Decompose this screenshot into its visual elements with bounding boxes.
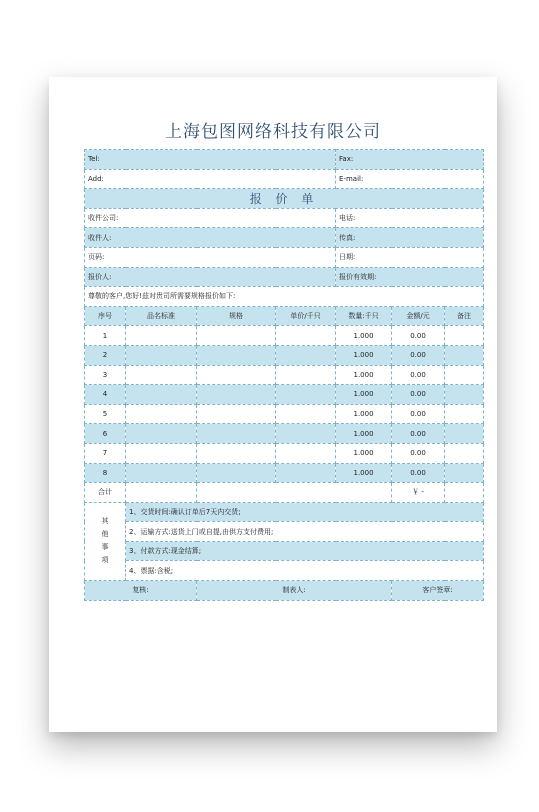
note-item: 2、运输方式:送货上门或自提,由供方支付费用;: [126, 522, 484, 542]
form-title: 报 价 单: [85, 189, 484, 209]
item-remark: [445, 345, 484, 365]
item-product: [126, 404, 197, 424]
table-row: [85, 345, 484, 365]
table-row: [85, 326, 484, 346]
item-amount: 0.00: [392, 365, 445, 385]
item-price: [276, 443, 336, 463]
item-no: 4: [85, 385, 126, 405]
info-row: [85, 267, 484, 287]
header-row: [85, 150, 484, 170]
greeting-row: [85, 287, 484, 307]
col-header-amount: 金额/元: [392, 306, 445, 326]
item-qty: 1.000: [336, 443, 392, 463]
col-header-product: 品名标准: [126, 306, 197, 326]
item-no: 6: [85, 424, 126, 444]
item-price: [276, 385, 336, 405]
item-price: [276, 365, 336, 385]
preparer-signature: 制表人:: [197, 581, 392, 601]
date-cell: 日期:: [336, 247, 484, 267]
email-cell: E-mail:: [336, 169, 484, 189]
item-amount: 0.00: [392, 424, 445, 444]
signature-row: [85, 581, 484, 601]
item-spec: [197, 404, 276, 424]
item-remark: [445, 365, 484, 385]
item-product: [126, 463, 197, 483]
note-item: 3、付款方式:现金结算;: [126, 541, 484, 561]
item-amount: 0.00: [392, 385, 445, 405]
item-amount: 0.00: [392, 443, 445, 463]
col-header-qty: 数量:千只: [336, 306, 392, 326]
item-amount: 0.00: [392, 326, 445, 346]
header-row: [85, 169, 484, 189]
item-amount: 0.00: [392, 345, 445, 365]
item-qty: 1.000: [336, 424, 392, 444]
col-header-no: 序号: [85, 306, 126, 326]
form-title-row: [85, 189, 484, 209]
item-spec: [197, 463, 276, 483]
item-no: 7: [85, 443, 126, 463]
item-spec: [197, 345, 276, 365]
total-row: [85, 483, 484, 503]
recipient-cell: 收件人:: [85, 228, 336, 248]
item-product: [126, 385, 197, 405]
greeting-text: 尊敬的客户,您好!兹对贵司所需要规格报价如下:: [85, 287, 484, 307]
total-blank: [126, 483, 197, 503]
item-spec: [197, 443, 276, 463]
item-price: [276, 404, 336, 424]
tel-cell: Tel:: [85, 150, 336, 170]
table-row: [85, 385, 484, 405]
table-row: [85, 463, 484, 483]
address-cell: Add:: [85, 169, 336, 189]
recipient-company-cell: 收件公司:: [85, 208, 336, 228]
notes-label: 其他事项: [85, 502, 126, 580]
total-label: 合计: [85, 483, 126, 503]
item-product: [126, 365, 197, 385]
total-blank: [197, 483, 392, 503]
fax-info-cell: 传真:: [336, 228, 484, 248]
item-remark: [445, 404, 484, 424]
validity-cell: 报价有效期:: [336, 267, 484, 287]
item-spec: [197, 424, 276, 444]
item-amount: 0.00: [392, 463, 445, 483]
quoter-cell: 报价人:: [85, 267, 336, 287]
item-remark: [445, 424, 484, 444]
item-spec: [197, 326, 276, 346]
total-blank: [445, 483, 484, 503]
table-row: [85, 424, 484, 444]
table-row: [85, 443, 484, 463]
notes-row: [85, 561, 484, 581]
customer-signature: 客户签章:: [392, 581, 484, 601]
item-remark: [445, 463, 484, 483]
item-product: [126, 326, 197, 346]
quotation-sheet: [49, 77, 497, 732]
column-header-row: [85, 306, 484, 326]
phone-cell: 电话:: [336, 208, 484, 228]
item-remark: [445, 326, 484, 346]
item-price: [276, 424, 336, 444]
note-item: 1、交货时间:确认订单后7天内交货;: [126, 502, 484, 522]
item-price: [276, 345, 336, 365]
item-no: 1: [85, 326, 126, 346]
notes-row: [85, 502, 484, 522]
item-qty: 1.000: [336, 385, 392, 405]
fax-cell: Fax:: [336, 150, 484, 170]
item-price: [276, 326, 336, 346]
item-no: 5: [85, 404, 126, 424]
notes-row: [85, 522, 484, 542]
item-spec: [197, 365, 276, 385]
item-qty: 1.000: [336, 345, 392, 365]
item-qty: 1.000: [336, 463, 392, 483]
page-cell: 页码:: [85, 247, 336, 267]
item-no: 3: [85, 365, 126, 385]
item-no: 2: [85, 345, 126, 365]
company-title: 上海包图网络科技有限公司: [165, 122, 381, 142]
item-qty: 1.000: [336, 365, 392, 385]
item-price: [276, 463, 336, 483]
total-value: ￥ -: [392, 483, 445, 503]
quotation-table: [84, 149, 484, 601]
item-product: [126, 443, 197, 463]
col-header-remark: 备注: [445, 306, 484, 326]
item-remark: [445, 385, 484, 405]
item-remark: [445, 443, 484, 463]
info-row: [85, 208, 484, 228]
notes-row: [85, 541, 484, 561]
note-item: 4、票据:含税;: [126, 561, 484, 581]
info-row: [85, 228, 484, 248]
col-header-spec: 规格: [197, 306, 276, 326]
item-product: [126, 424, 197, 444]
item-qty: 1.000: [336, 326, 392, 346]
item-qty: 1.000: [336, 404, 392, 424]
table-row: [85, 365, 484, 385]
table-row: [85, 404, 484, 424]
item-product: [126, 345, 197, 365]
item-no: 8: [85, 463, 126, 483]
col-header-unit-price: 单价/千只: [276, 306, 336, 326]
reviewer-signature: 复核:: [85, 581, 197, 601]
item-spec: [197, 385, 276, 405]
info-row: [85, 247, 484, 267]
item-amount: 0.00: [392, 404, 445, 424]
